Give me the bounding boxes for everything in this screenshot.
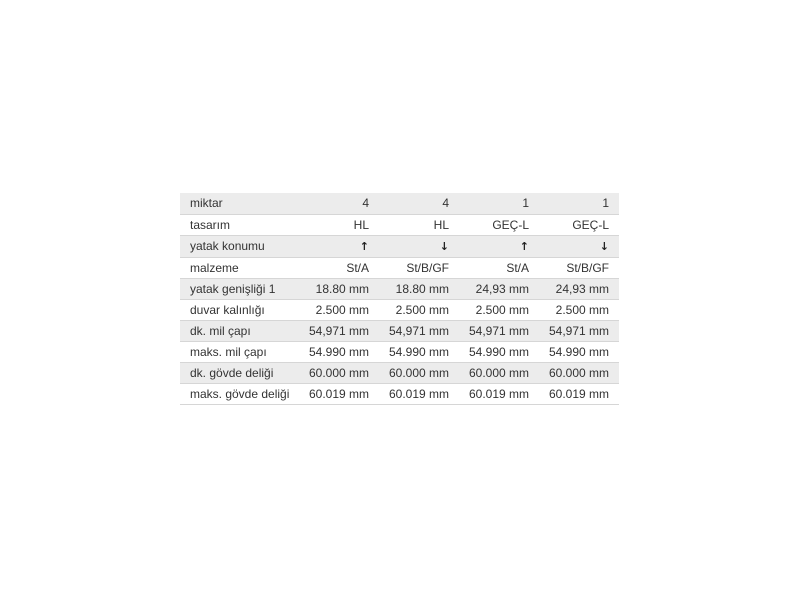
table-cell: 54,971 mm bbox=[299, 320, 379, 341]
row-label: malzeme bbox=[180, 257, 299, 278]
table-cell: GEÇ-L bbox=[459, 214, 539, 235]
table-cell: 60.000 mm bbox=[379, 362, 459, 383]
table-cell: 2.500 mm bbox=[379, 299, 459, 320]
row-label: yatak genişliği 1 bbox=[180, 278, 299, 299]
table-cell: 60.019 mm bbox=[379, 383, 459, 404]
table-cell: 18.80 mm bbox=[299, 278, 379, 299]
arrow-down-icon: ↓ bbox=[439, 239, 449, 253]
table-cell: 60.019 mm bbox=[299, 383, 379, 404]
table-cell: 60.000 mm bbox=[539, 362, 619, 383]
table-row-malzeme bbox=[180, 257, 619, 278]
row-label: tasarım bbox=[180, 214, 299, 235]
table-cell: St/B/GF bbox=[539, 257, 619, 278]
row-label: maks. mil çapı bbox=[180, 341, 299, 362]
table-row-yatak-konumu bbox=[180, 235, 619, 257]
table-cell: 4 bbox=[299, 193, 379, 214]
table-cell: 60.019 mm bbox=[539, 383, 619, 404]
table-cell: 54.990 mm bbox=[299, 341, 379, 362]
table-cell: HL bbox=[379, 214, 459, 235]
table-row-yatak-genisligi bbox=[180, 278, 619, 299]
table-cell: 4 bbox=[379, 193, 459, 214]
row-label: dk. gövde deliği bbox=[180, 362, 299, 383]
table-row-dk-mil-capi bbox=[180, 320, 619, 341]
arrow-up-icon: ↑ bbox=[519, 239, 529, 253]
table-cell bbox=[379, 235, 459, 257]
row-label: yatak konumu bbox=[180, 235, 299, 257]
arrow-up-icon: ↑ bbox=[359, 239, 369, 253]
table-cell: 54,971 mm bbox=[379, 320, 459, 341]
table-cell: 60.000 mm bbox=[299, 362, 379, 383]
table-row-maks-govde-deligi bbox=[180, 383, 619, 404]
row-label: maks. gövde deliği bbox=[180, 383, 299, 404]
table-row-miktar bbox=[180, 193, 619, 214]
table-cell: 54.990 mm bbox=[379, 341, 459, 362]
row-label: dk. mil çapı bbox=[180, 320, 299, 341]
table-cell: HL bbox=[299, 214, 379, 235]
bearing-spec-table bbox=[180, 193, 619, 405]
table-cell: 60.019 mm bbox=[459, 383, 539, 404]
table-cell: 24,93 mm bbox=[539, 278, 619, 299]
table-cell: 24,93 mm bbox=[459, 278, 539, 299]
table-cell: 60.000 mm bbox=[459, 362, 539, 383]
table-row-dk-govde-deligi bbox=[180, 362, 619, 383]
table-cell bbox=[539, 235, 619, 257]
table-cell: 54.990 mm bbox=[459, 341, 539, 362]
table-cell: St/A bbox=[459, 257, 539, 278]
table-cell: 18.80 mm bbox=[379, 278, 459, 299]
table-cell bbox=[299, 235, 379, 257]
table-cell: 54,971 mm bbox=[459, 320, 539, 341]
table-row-maks-mil-capi bbox=[180, 341, 619, 362]
table-row-tasarim bbox=[180, 214, 619, 235]
table-cell: 1 bbox=[539, 193, 619, 214]
table-cell: St/A bbox=[299, 257, 379, 278]
table-cell: 54,971 mm bbox=[539, 320, 619, 341]
table-cell: St/B/GF bbox=[379, 257, 459, 278]
table-cell: 2.500 mm bbox=[459, 299, 539, 320]
table-cell: 2.500 mm bbox=[539, 299, 619, 320]
table-cell: GEÇ-L bbox=[539, 214, 619, 235]
table-cell bbox=[459, 235, 539, 257]
row-label: duvar kalınlığı bbox=[180, 299, 299, 320]
table-cell: 2.500 mm bbox=[299, 299, 379, 320]
table-row-duvar-kalinligi bbox=[180, 299, 619, 320]
table-cell: 54.990 mm bbox=[539, 341, 619, 362]
arrow-down-icon: ↓ bbox=[599, 239, 609, 253]
row-label: miktar bbox=[180, 193, 299, 214]
table-cell: 1 bbox=[459, 193, 539, 214]
